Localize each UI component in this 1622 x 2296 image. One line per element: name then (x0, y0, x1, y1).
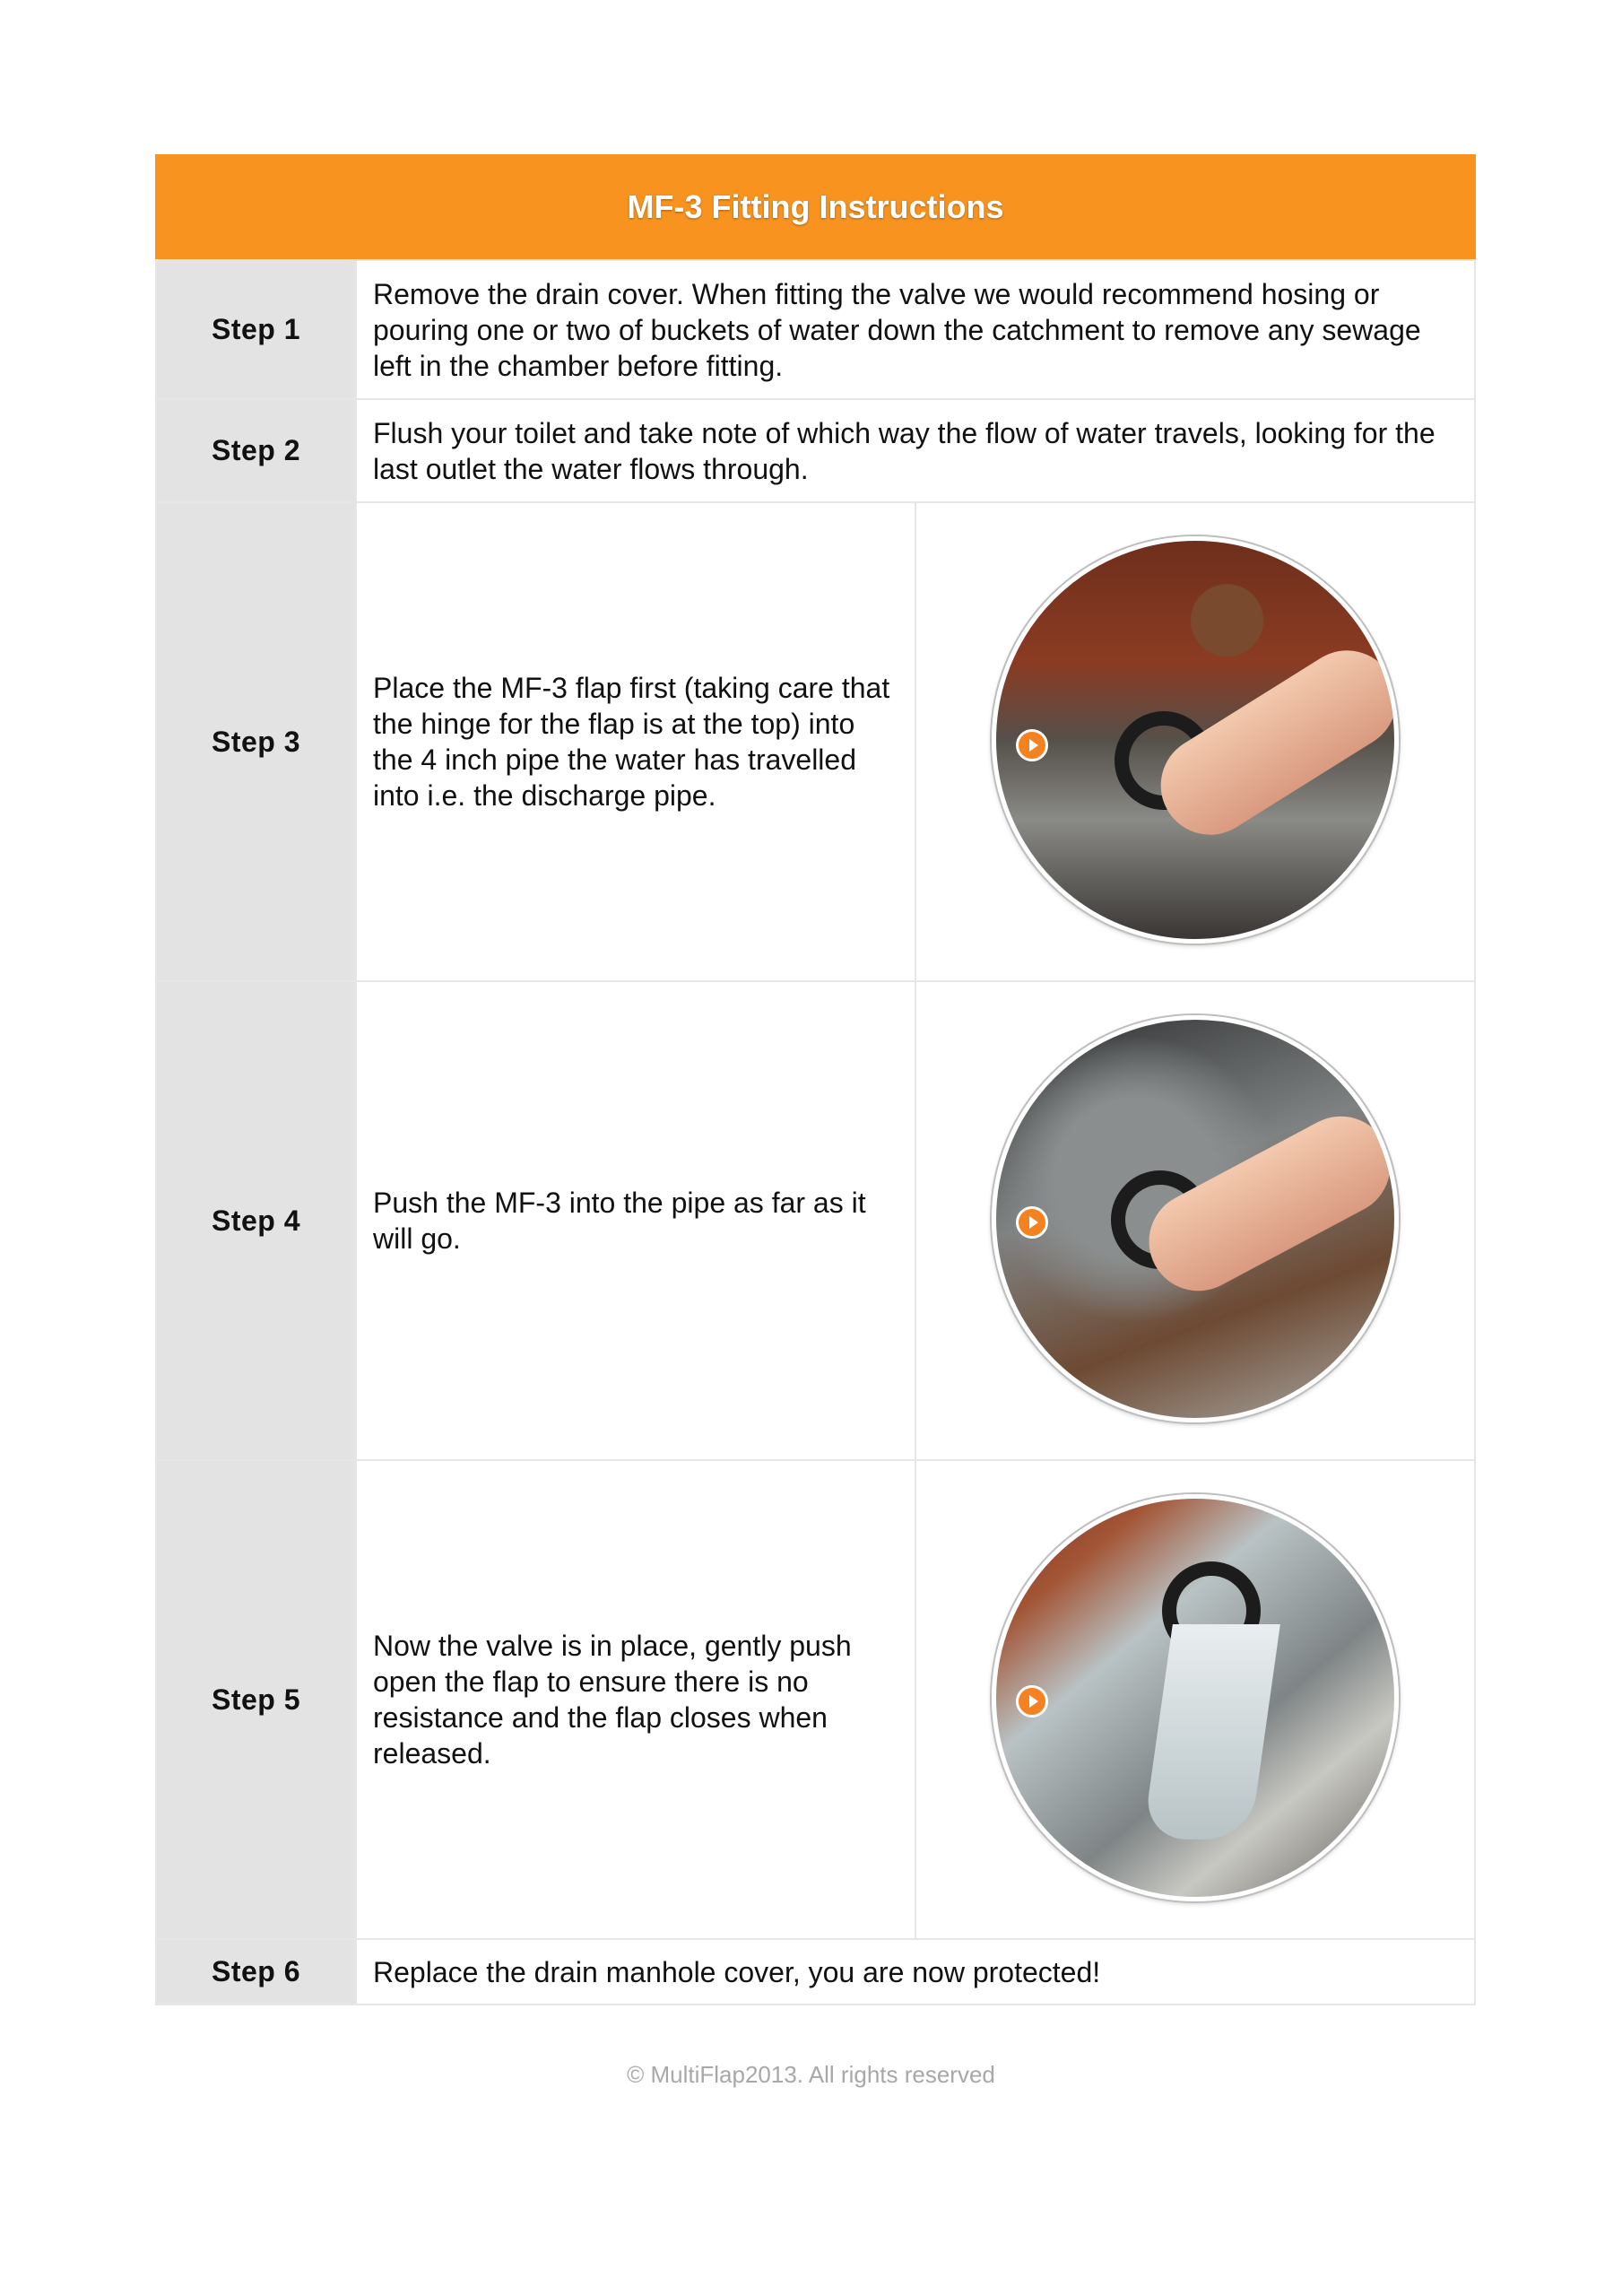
step-row-6 (156, 1939, 1475, 2005)
step-text: Place the MF-3 flap first (taking care that the hinge for the flap is at the top) into the 4 inch pipe the water has travelled into i.e. the discharge pipe. (356, 502, 915, 981)
step-photo-cell (915, 1460, 1475, 1939)
step-row-5 (156, 1460, 1475, 1939)
step-label: Step 1 (156, 260, 356, 399)
step-label: Step 4 (156, 981, 356, 1460)
step-text: Flush your toilet and take note of which way the flow of water travels, looking for the last outlet the water flows through. (356, 399, 1475, 502)
step-row-3 (156, 502, 1475, 981)
step-text: Remove the drain cover. When fitting the valve we would recommend hosing or pouring one or two of buckets of water down the catchment to remove any sewage left in the chamber before fitting. (356, 260, 1475, 399)
step-label: Step 2 (156, 399, 356, 502)
open-flap-image (1142, 1624, 1280, 1839)
play-circle-icon[interactable] (1016, 729, 1048, 761)
step-text: Now the valve is in place, gently push open the flap to ensure there is no resistance and the flap closes when released. (356, 1460, 915, 1939)
step-photo-cell (915, 981, 1475, 1460)
step-label: Step 3 (156, 502, 356, 981)
steps-table (155, 259, 1476, 2005)
instructions-sheet (155, 154, 1476, 2005)
hand-image (1132, 1099, 1399, 1308)
step-row-2 (156, 399, 1475, 502)
page-title: MF-3 Fitting Instructions (155, 154, 1476, 259)
play-circle-icon[interactable] (1016, 1206, 1048, 1239)
step-label: Step 5 (156, 1460, 356, 1939)
copyright-footer: © MultiFlap2013. All rights reserved (627, 2061, 995, 2088)
step-photo-cell (915, 502, 1475, 981)
step-3-photo (992, 536, 1399, 944)
step-row-4 (156, 981, 1475, 1460)
step-text: Push the MF-3 into the pipe as far as it will go. (356, 981, 915, 1460)
step-4-photo (992, 1015, 1399, 1422)
play-circle-icon[interactable] (1016, 1685, 1048, 1718)
step-text: Replace the drain manhole cover, you are now protected! (356, 1939, 1475, 2005)
step-label: Step 6 (156, 1939, 356, 2005)
step-row-1 (156, 260, 1475, 399)
step-5-photo (992, 1494, 1399, 1901)
